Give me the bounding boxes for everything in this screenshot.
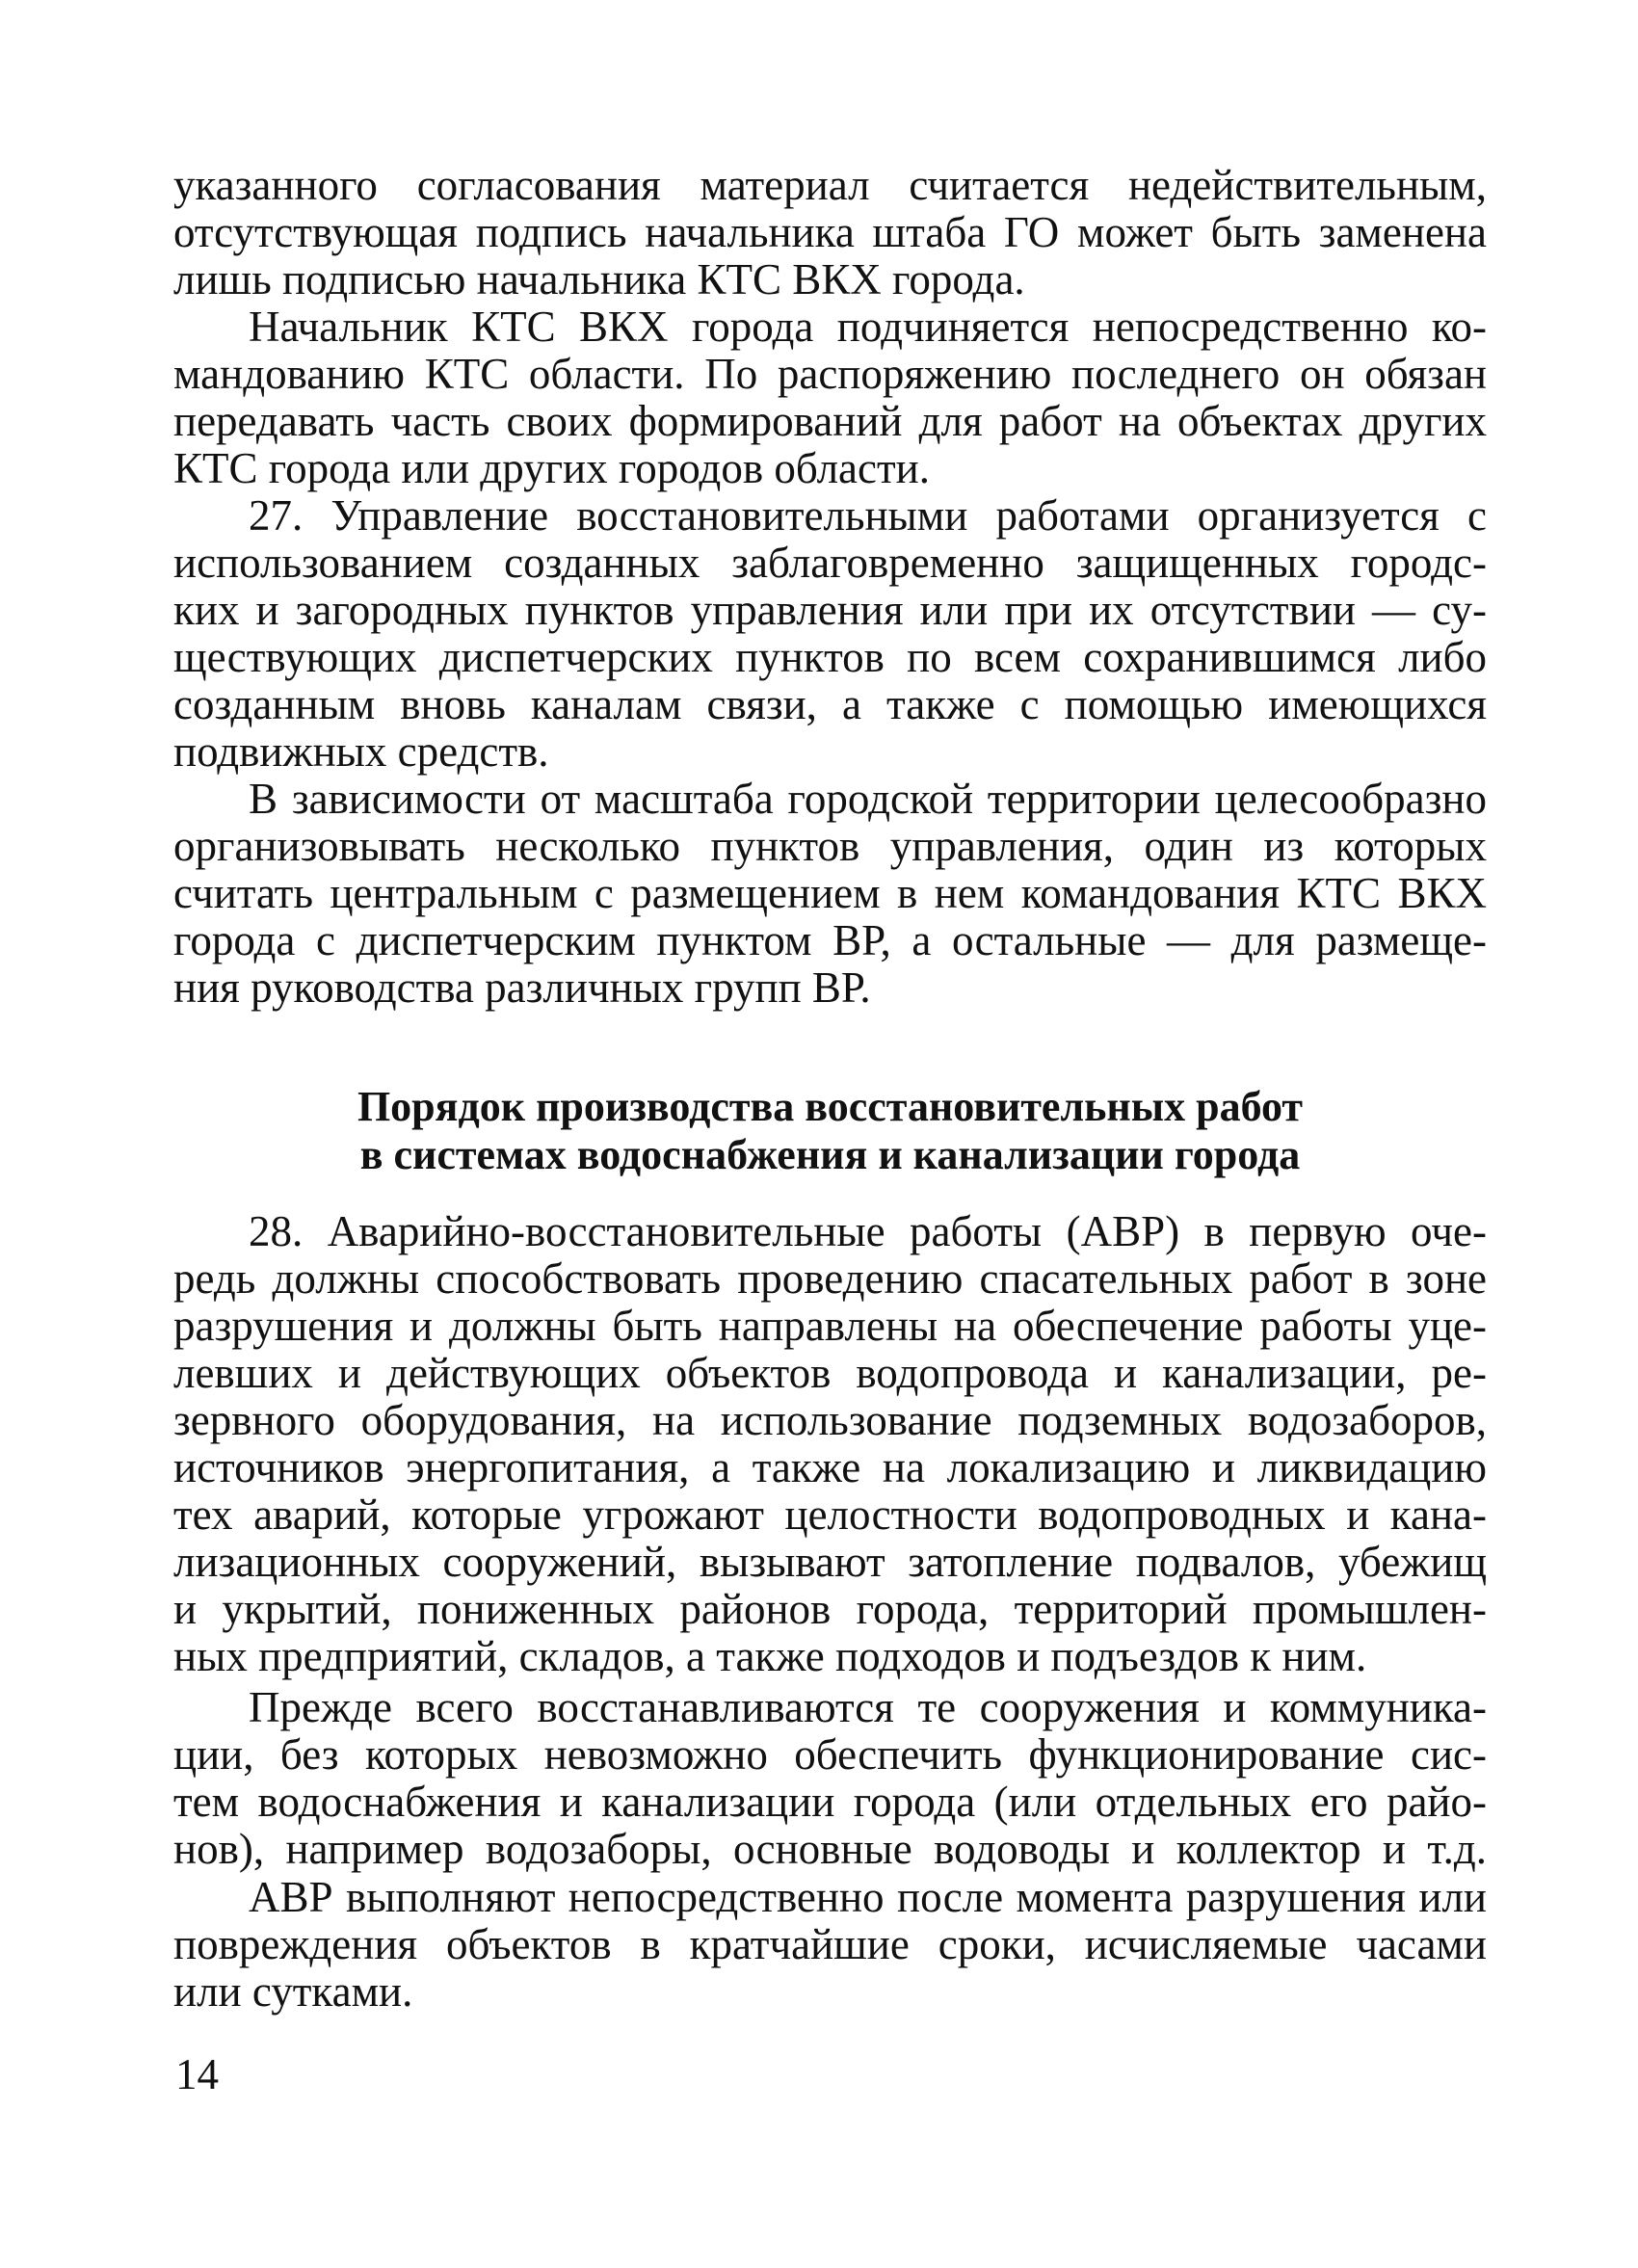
paragraph	[173, 162, 1487, 303]
text-line: Прежде всего восстанавливаются те сооружения и коммуника-	[249, 1683, 1487, 1731]
text-line: тех аварий, которые угрожают целостности водопроводных и кана-	[173, 1490, 1487, 1539]
page-number: 14	[175, 2050, 219, 2098]
paragraph	[173, 303, 1487, 492]
text-line: 28. Аварийно-восстановительные работы (АВР) в первую оче-	[249, 1207, 1487, 1255]
text-line: повреждения объектов в кратчайшие сроки, исчисляемые часами	[173, 1920, 1487, 1968]
text-line: источников энергопитания, а также на локализацию и ликвидацию	[173, 1443, 1487, 1491]
text-line: Начальник КТС ВКХ города подчиняется непосредственно ко-	[249, 303, 1487, 351]
text-line: подвижных средств.	[173, 727, 549, 776]
text-line: разрушения и должны быть направлены на обеспечение работы уце-	[173, 1302, 1487, 1350]
text-line: ции, без которых невозможно обеспечить функционирование сис-	[173, 1730, 1487, 1779]
text-line: ных предприятий, складов, а также подходов и подъездов к ним.	[173, 1632, 1367, 1680]
text-line: или сутками.	[173, 1967, 413, 2016]
text-line: созданным вновь каналам связи, а также с помощью имеющихся	[173, 680, 1487, 728]
text-line: зервного оборудования, на использование подземных водозаборов,	[173, 1396, 1487, 1444]
text-line: левших и действующих объектов водопровода и канализации, ре-	[173, 1349, 1487, 1397]
paragraph	[173, 1684, 1487, 1873]
text-line: В зависимости от масштаба городской территории целесообразно	[249, 775, 1487, 823]
paragraph	[173, 1208, 1487, 1680]
text-line: 27. Управление восстановительными работами организуется с	[249, 491, 1487, 540]
text-line: мандованию КТС области. По распоряжению последнего он обязан	[173, 350, 1487, 398]
text-line: считать центральным с размещением в нем командования КТС ВКХ	[173, 869, 1487, 917]
text-line: тем водоснабжения и канализации города (или отдельных его райо-	[173, 1778, 1487, 1826]
text-line: КТС города или других городов области.	[173, 444, 930, 492]
text-line: и укрытий, пониженных районов города, территорий промышлен-	[173, 1585, 1487, 1633]
text-line: редь должны способствовать проведению спасательных работ в зоне	[173, 1254, 1487, 1303]
text-line: лишь подписью начальника КТС ВКХ города.	[173, 255, 1025, 303]
text-line: ществующих диспетчерских пунктов по всем сохранившимся либо	[173, 633, 1487, 681]
text-line: отсутствующая подпись начальника штаба ГО может быть заменена	[173, 208, 1487, 256]
paragraph	[173, 1874, 1487, 2016]
text-line: АВР выполняют непосредственно после момента разрушения или	[249, 1873, 1487, 1921]
text-line: передавать часть своих формирований для работ на объектах других	[173, 397, 1487, 445]
text-line: ния руководства различных групп ВР.	[173, 963, 871, 1012]
paragraph	[173, 492, 1487, 776]
paragraph	[173, 776, 1487, 1012]
text-line: лизационных сооружений, вызывают затопление подвалов, убежищ	[173, 1538, 1487, 1586]
text-line: ких и загородных пунктов управления или при их отсутствии — су-	[173, 586, 1487, 634]
text-line: использованием созданных заблаговременно защищенных городс-	[173, 539, 1487, 587]
heading-line: в системах водоснабжения и канализации города	[359, 1131, 1301, 1178]
text-line: города с диспетчерским пунктом ВР, а остальные — для размеще-	[173, 916, 1487, 964]
heading-line: Порядок производства восстановительных работ	[357, 1083, 1304, 1130]
section-heading	[173, 1083, 1487, 1179]
text-line: нов), например водозаборы, основные водоводы и коллектор и т.д.	[173, 1825, 1487, 1873]
text-line: указанного согласования материал считается недействительным,	[173, 161, 1487, 209]
text-line: организовывать несколько пунктов управления, один из которых	[173, 822, 1487, 870]
